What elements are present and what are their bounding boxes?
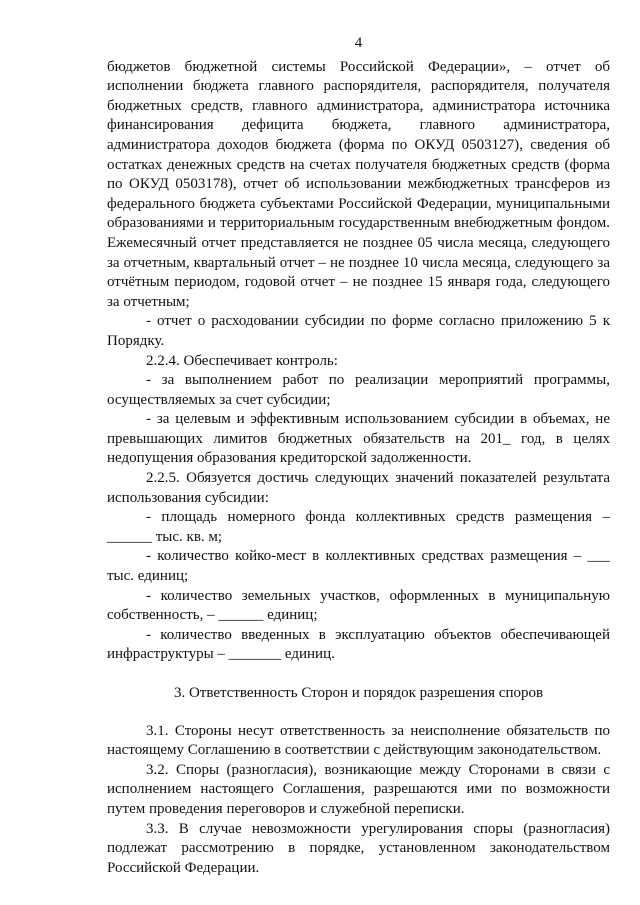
page-number: 4 xyxy=(354,35,363,51)
clause-3-3: 3.3. В случае невозможности урегулирования споры (разногласия) подлежат рассмотрению в порядке, установленном законодательством Российской Федерации. xyxy=(107,820,610,876)
paragraph-report-forms: бюджетов бюджетной системы Российской Федерации», – отчет об исполнении бюджета главного распорядителя, распорядителя, получателя бюджетных средств, главного администратора, администратора источника финансирования дефицита бюджета, главного администратора, администратора доходов бюджета (форма по ОКУД 0503127), сведения об остатках денежных средств на счетах получателя бюджетных средств (форма по ОКУД 0503178), отчет об использовании межбюджетных трансферов из федерального бюджета субъектами Российской Федерации, муниципальными образованиями и территориальным государственным внебюджетным фондом. Ежемесячный отчет представляется не позднее 05 числа месяца, следующего за отчетным, квартальный отчет – не позднее 10 числа месяца, следующего за отчётным периодом, годовой отчет – не позднее 15 января года, следующего за отчетным; xyxy=(107,58,610,310)
indicator-land-plots: - количество земельных участков, оформленных в муниципальную собственность, – ______ единиц; xyxy=(107,587,610,624)
document-page xyxy=(107,34,610,878)
paragraph-subsidy-report: - отчет о расходовании субсидии по форме согласно приложению 5 к Порядку. xyxy=(107,313,610,349)
clause-2-2-4: 2.2.4. Обеспечивает контроль: xyxy=(146,352,338,369)
clause-2-2-5: 2.2.5. Обязуется достичь следующих значений показателей результата использования субсидии: xyxy=(107,470,610,506)
paragraph-control-usage: - за целевым и эффективным использованием субсидии в объемах, не превышающих лимитов бюджетных обязательств на 201_ год, в целях недопущения образования кредиторской задолженности. xyxy=(107,411,610,467)
section-3-heading: 3. Ответственность Сторон и порядок разрешения споров xyxy=(173,685,544,701)
paragraph-control-works: - за выполнением работ по реализации мероприятий программы, осуществляемых за счет субсидии; xyxy=(107,372,610,408)
indicator-beds: - количество койко-мест в коллективных средствах размещения – ___ тыс. единиц; xyxy=(107,548,610,585)
indicator-room-area: - площадь номерного фонда коллективных средств размещения – ______ тыс. кв. м; xyxy=(107,509,610,545)
indicator-infrastructure: - количество введенных в эксплуатацию объектов обеспечивающей инфраструктуры – _______ единиц. xyxy=(107,626,610,663)
clause-3-2: 3.2. Споры (разногласия), возникающие между Сторонами в связи с исполнением настоящего Соглашения, разрешаются ими по возможности путем проведения переговоров и служебной переписки. xyxy=(107,761,610,817)
clause-3-1: 3.1. Стороны несут ответственность за неисполнение обязательств по настоящему Соглашению в соответствии с действующим законодательством. xyxy=(107,722,610,759)
